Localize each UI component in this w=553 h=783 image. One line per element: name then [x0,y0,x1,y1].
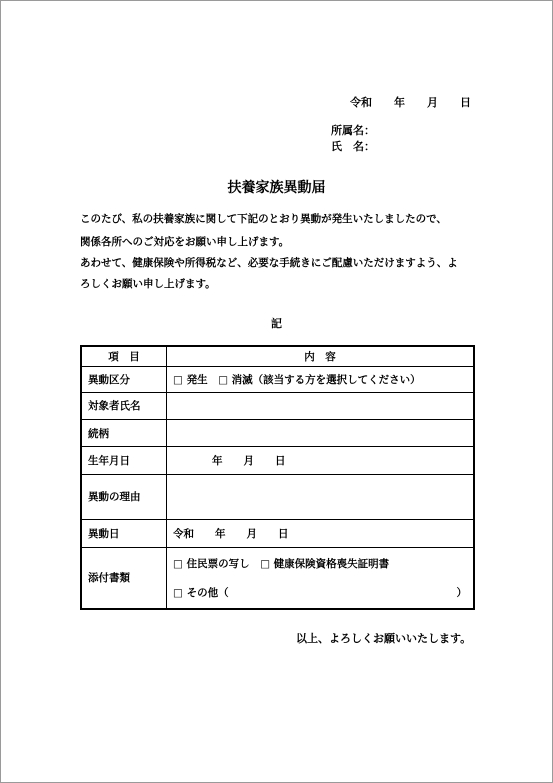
change-date-field[interactable]: 令和 年 月 日 [167,520,475,547]
attachments-label: 添付書類 [81,547,167,609]
header-content: 内 容 [167,346,475,367]
closing-text: 以上、よろしくお願いいたします。 [296,632,472,645]
ki-heading: 記 [271,317,282,330]
relation-field[interactable] [167,419,475,446]
attachments-line-1: □ 住民票の写し □ 健康保険資格喪失証明書 [173,557,390,570]
date-line: 令和 年 月 日 [350,96,471,109]
other-close: ） [456,586,467,599]
target-name-field[interactable] [167,392,475,419]
target-name-label: 対象者氏名 [81,392,167,419]
reason-field[interactable] [167,474,475,520]
other-open: □ その他（ [173,586,229,599]
body-line-2: 関係各所へのご対応をお願い申し上げます。 [80,236,290,248]
change-type-value[interactable]: □ 発生 □ 消滅（該当する方を選択してください） [167,367,475,392]
birthdate-label: 生年月日 [81,447,167,474]
relation-label: 続柄 [81,419,167,446]
birthdate-field[interactable]: 年 月 日 [167,447,475,474]
body-line-3: あわせて、健康保険や所得税など、必要な手続きにご配慮いただけますよう、よ [80,257,458,269]
change-date-label: 異動日 [81,520,167,547]
attachments-line-2 [173,585,467,600]
document-title: 扶養家族異動届 [227,180,326,196]
body-line-4: ろしくお願い申し上げます。 [80,278,216,290]
reason-label: 異動の理由 [81,474,167,520]
body-line-1: このたび、私の扶養家族に関して下記のとおり異動が発生いたしましたので、 [80,213,447,225]
header-item: 項 目 [81,346,167,367]
name-label: 氏 名： [331,140,375,153]
affiliation-label: 所属名： [331,124,375,137]
notification-table [80,345,475,610]
change-type-label: 異動区分 [81,367,167,392]
attachments-field[interactable] [167,547,475,609]
